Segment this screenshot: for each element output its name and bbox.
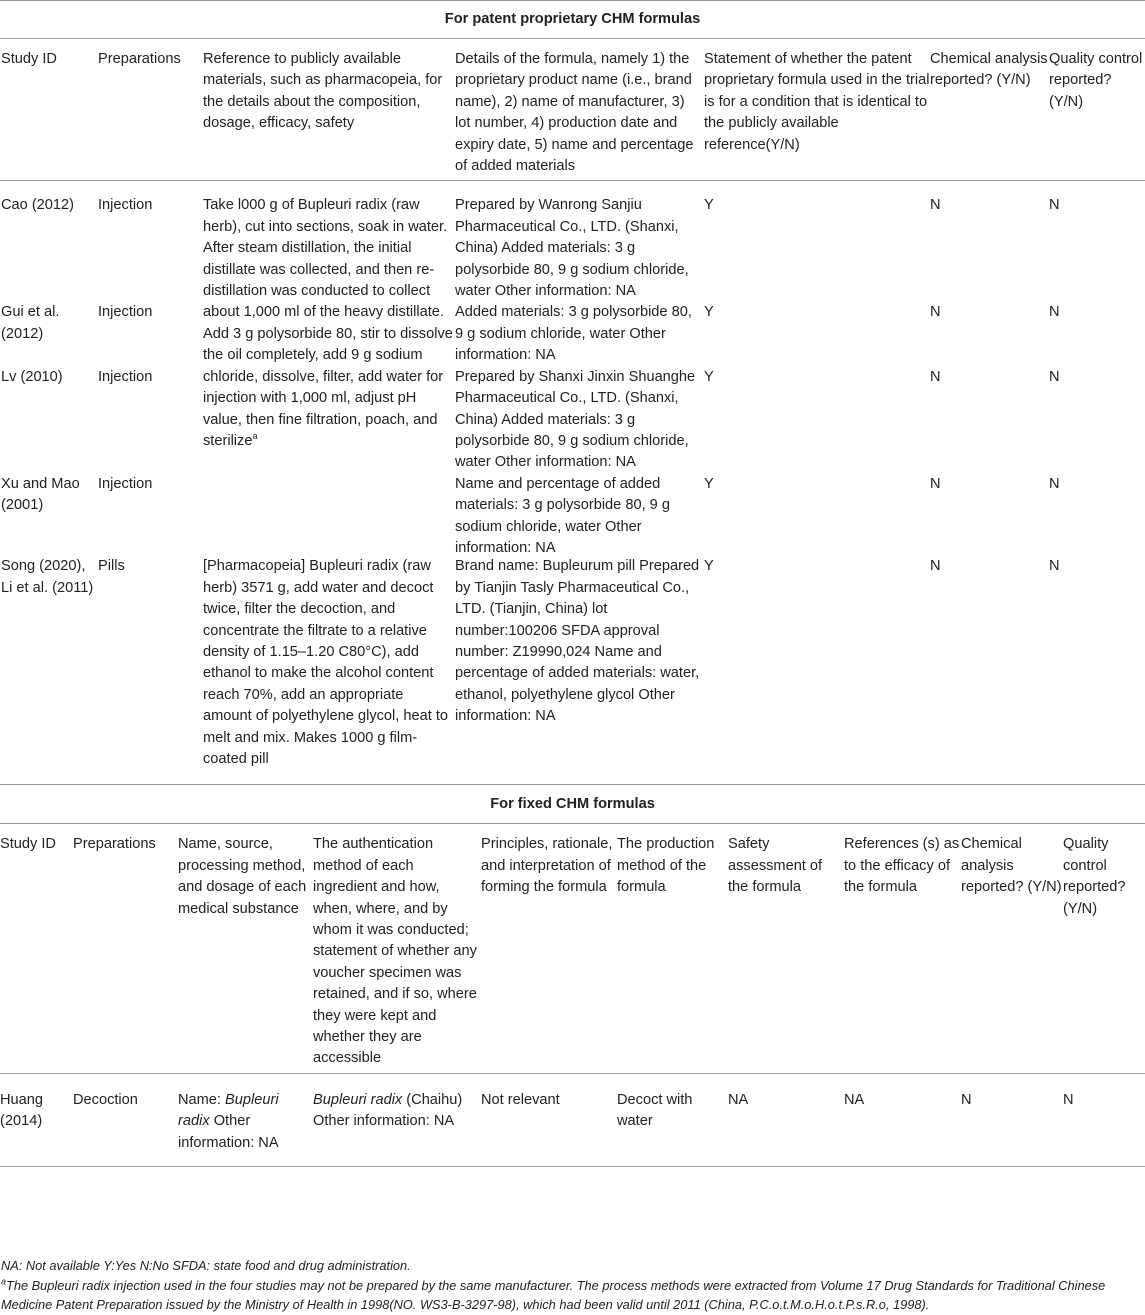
header-preparations: Preparations — [73, 824, 178, 1073]
header-reference: Reference to publicly available materials, such as pharmacopeia, for the details about the composition, dosage, efficacy, safety — [203, 39, 455, 181]
cell-details: Brand name: Bupleurum pill Prepared by Tianjin Tasly Pharmaceutical Co., LTD. (Tianjin, China) lot number:100206 SFDA approval number: Z19990,024 Name and percentage of added materials: water, ethanol, polyethylene glycol Other information: NA — [455, 558, 700, 725]
header-references: References (s) as to the efficacy of the formula — [844, 824, 961, 1073]
table-row — [0, 302, 1145, 366]
header-production: The production method of the formula — [617, 824, 728, 1073]
cell-identical: Y — [704, 197, 714, 214]
header-statement: Statement of whether the patent proprietary formula used in the trial is for a condition that is identical to the publicly available reference(Y/N) — [704, 39, 930, 181]
cell-principles: Not relevant — [481, 1091, 560, 1108]
footnote-marker: a — [252, 431, 258, 442]
cell-production: Decoct with water — [617, 1091, 693, 1130]
cell-qc: N — [1049, 304, 1060, 321]
patent-formulas-table-cont — [0, 556, 1145, 784]
cell-qc: N — [1063, 1091, 1074, 1108]
cell-prep: Injection — [98, 304, 153, 321]
table-row — [0, 556, 1145, 770]
cell-qc: N — [1049, 475, 1060, 492]
cell-study: Song (2020), Li et al. (2011) — [1, 558, 94, 596]
cell-prep: Injection — [98, 197, 153, 214]
header-study-id: Study ID — [0, 39, 98, 181]
patent-formulas-table — [0, 0, 1145, 559]
header-principles: Principles, rationale, and interpretation of forming the formula — [481, 824, 617, 1073]
cell-qc: N — [1049, 197, 1060, 214]
header-chemical-analysis: Chemical analysis reported? (Y/N) — [930, 39, 1049, 181]
header-quality-control: Quality control reported? (Y/N) — [1049, 39, 1145, 181]
header-preparations: Preparations — [98, 39, 203, 181]
cell-study: Gui et al. (2012) — [1, 304, 60, 342]
section-title-fixed: For fixed CHM formulas — [0, 785, 1145, 824]
cell-prep: Pills — [98, 558, 125, 575]
table-bottom-rule — [0, 1167, 1145, 1168]
cell-identical: Y — [704, 475, 714, 492]
cell-name: Name: Bupleuri radix Other information: NA — [178, 1091, 279, 1151]
header-quality-control: Quality control reported? (Y/N) — [1063, 824, 1145, 1073]
header-authentication: The authentication method of each ingredient and how, when, where, and by whom it was conducted; statement of whether any voucher specimen was retained, and if so, where they were kept and whether they are accessible — [313, 824, 481, 1073]
footnote-a: $^a$The Bupleuri radix injection used in the four studies may not be prepared by the same manufacturer. The process methods were extracted from Volume 17 Drug Standards for Traditional Chinese Medicine Patent Preparation issued by the Ministry of Health in 1998(NO. WS3-B-3297-98), which had been valid until 2011 (China, P.C.o.t.M.o.H.o.t.P.s.R.o, 1998). — [1, 1276, 1106, 1312]
cell-details: Prepared by Wanrong Sanjiu Pharmaceutical Co., LTD. (Shanxi, China) Added materials: 3 g polysorbide 80, 9 g sodium chloride, water Other information: NA — [455, 197, 689, 300]
cell-chem: N — [930, 475, 941, 492]
table-footnotes — [0, 1256, 1145, 1315]
cell-identical: Y — [704, 368, 714, 385]
header-chemical-analysis: Chemical analysis reported? (Y/N) — [961, 824, 1063, 1073]
cell-qc: N — [1049, 368, 1060, 385]
header-details: Details of the formula, namely 1) the proprietary product name (i.e., brand name), 2) name of manufacturer, 3) lot number, 4) production date and expiry date, 5) name and percentage of added materials — [455, 39, 704, 181]
header-safety: Safety assessment of the formula — [728, 824, 844, 1073]
section-title-patent: For patent proprietary CHM formulas — [0, 1, 1145, 39]
cell-chem: N — [930, 197, 941, 214]
table-row — [0, 367, 1145, 474]
cell-prep: Injection — [98, 475, 153, 492]
cell-chem: N — [961, 1091, 972, 1108]
header-name-source: Name, source, processing method, and dosage of each medical substance — [178, 824, 313, 1073]
cell-prep: Decoction — [73, 1091, 138, 1108]
cell-reference: [Pharmacopeia] Bupleuri radix (raw herb) 3571 g, add water and decoct twice, filter the decoction, and concentrate the filtrate to a relative density of 1.15–1.20 C80°C), add ethanol to make the alcohol content reach 70%, add an appropriate amount of polyethylene glycol, heat to melt and mix. Makes 1000 g film-coated pill — [203, 558, 449, 767]
cell-details: Name and percentage of added materials: 3 g polysorbide 80, 9 g sodium chloride, water Other information: NA — [455, 475, 670, 556]
cell-safety: NA — [728, 1091, 749, 1108]
cell-prep: Injection — [98, 368, 153, 385]
cell-chem: N — [930, 558, 941, 575]
table-row — [0, 195, 1145, 302]
cell-study: Cao (2012) — [1, 197, 75, 214]
cell-study: Lv (2010) — [1, 368, 63, 385]
cell-shared-reference: Take l000 g of Bupleuri radix (raw herb), cut into sections, soak in water. After steam distillation, the initial distillate was collected, and then re-distillation was conducted to collect about 1,000 ml of the heavy distillate. Add 3 g polysorbide 80, stir to dissolve the oil completely, add 9 g sodium chloride, dissolve, filter, add water for injection with 1,000 ml, adjust pH value, then fine filtration, poach, and sterilize$^a$ — [203, 197, 453, 449]
cell-details: Added materials: 3 g polysorbide 80, 9 g sodium chloride, water Other information: NA — [455, 304, 692, 364]
cell-authentication: Bupleuri radix (Chaihu) Other information: NA — [313, 1091, 463, 1130]
header-study-id: Study ID — [0, 824, 73, 1073]
cell-study: Xu and Mao (2001) — [1, 475, 80, 514]
fixed-formulas-table — [0, 784, 1145, 1167]
cell-chem: N — [930, 304, 941, 321]
table-header-row — [0, 39, 1145, 181]
cell-identical: Y — [704, 558, 714, 575]
cell-qc: N — [1049, 558, 1060, 575]
cell-references: NA — [844, 1091, 865, 1108]
table-row — [0, 1090, 1145, 1154]
cell-chem: N — [930, 368, 941, 385]
cell-study: Huang (2014) — [0, 1091, 44, 1130]
cell-details: Prepared by Shanxi Jinxin Shuanghe Pharmaceutical Co., LTD. (Shanxi, China) Added materials: 3 g polysorbide 80, 9 g sodium chloride, water Other information: NA — [455, 368, 696, 471]
table-row — [0, 474, 1145, 560]
cell-identical: Y — [704, 304, 714, 321]
table-header-row — [0, 824, 1145, 1073]
footnote-abbreviations: NA: Not available Y:Yes N:No SFDA: state food and drug administration. — [1, 1258, 411, 1273]
